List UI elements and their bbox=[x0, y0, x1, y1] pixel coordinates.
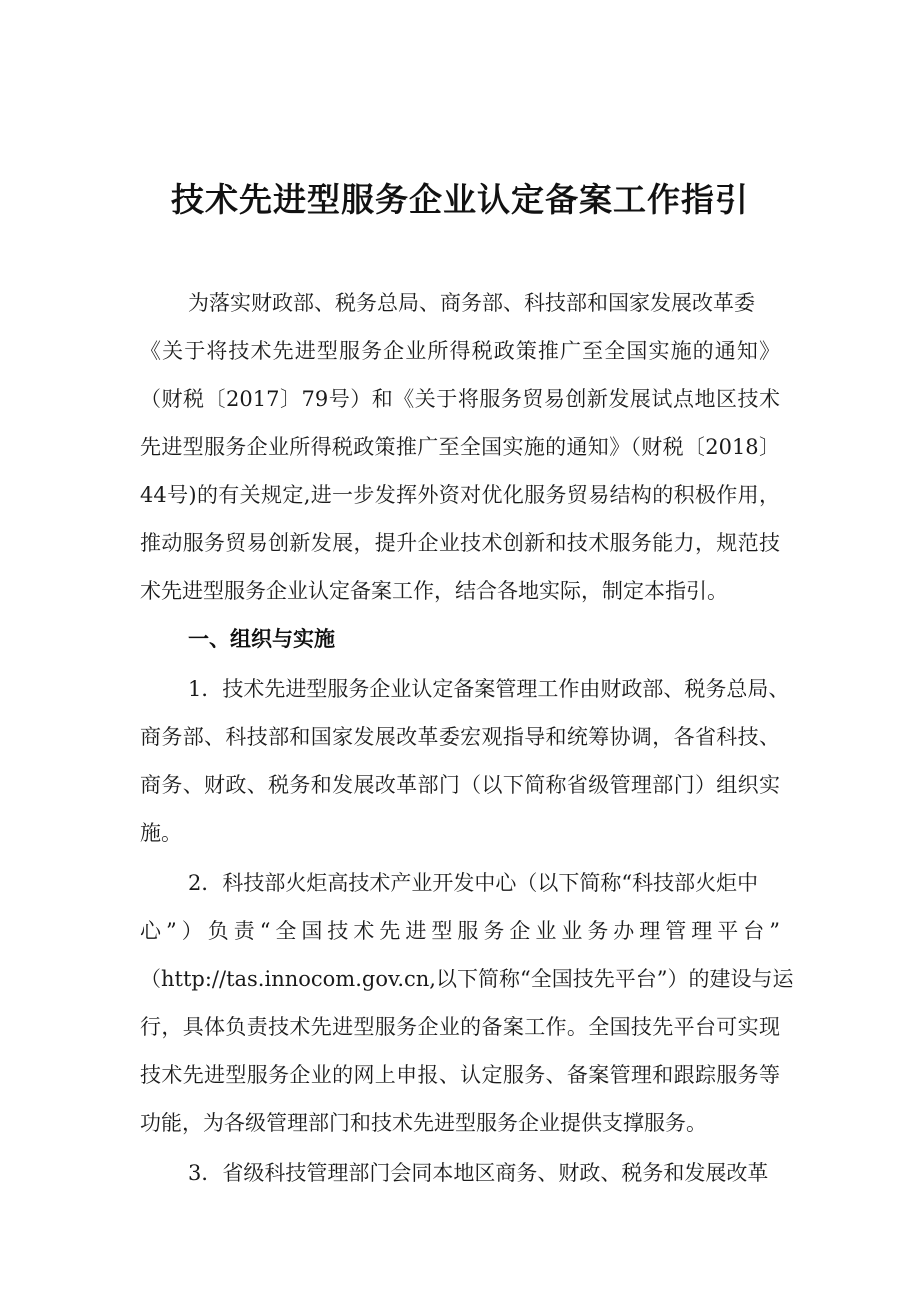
paragraph-line: 《关于将技术先进型服务企业所得税政策推广至全国实施的通知》 bbox=[140, 339, 780, 363]
paragraph-line: 术先进型服务企业认定备案工作，结合各地实际，制定本指引。 bbox=[140, 579, 728, 603]
paragraph-line: 先进型服务企业所得税政策推广至全国实施的通知》（财税〔2018〕 bbox=[140, 435, 780, 459]
paragraph-line: 商务部、科技部和国家发展改革委宏观指导和统筹协调，各省科技、 bbox=[140, 725, 780, 749]
paragraph-line: 心”）负责“全国技术先进型服务企业业务办理管理平台” bbox=[140, 919, 780, 943]
paragraph-line: 2．科技部火炬高技术产业开发中心（以下简称“科技部火炬中 bbox=[188, 871, 759, 895]
paragraph-line: （http://tas.innocom.gov.cn,以下简称“全国技先平台”）的建设与运 bbox=[140, 967, 794, 991]
paragraph-line: 技术先进型服务企业的网上申报、认定服务、备案管理和跟踪服务等 bbox=[140, 1063, 780, 1087]
paragraph-line: 为落实财政部、税务总局、商务部、科技部和国家发展改革委 bbox=[188, 291, 755, 315]
paragraph-line: 施。 bbox=[140, 821, 182, 845]
paragraph-line: 推动服务贸易创新发展，提升企业技术创新和技术服务能力，规范技 bbox=[140, 531, 780, 555]
paragraph-line: 1．技术先进型服务企业认定备案管理工作由财政部、税务总局、 bbox=[188, 677, 790, 701]
paragraph-line: 44号)的有关规定,进一步发挥外资对优化服务贸易结构的积极作用， bbox=[140, 483, 780, 507]
paragraph-line: 功能，为各级管理部门和技术先进型服务企业提供支撑服务。 bbox=[140, 1111, 707, 1135]
paragraph-line: 商务、财政、税务和发展改革部门（以下简称省级管理部门）组织实 bbox=[140, 773, 780, 797]
paragraph-line: 3．省级科技管理部门会同本地区商务、财政、税务和发展改革 bbox=[188, 1161, 769, 1185]
section-heading: 一、组织与实施 bbox=[188, 627, 335, 651]
paragraph-line: 行，具体负责技术先进型服务企业的备案工作。全国技先平台可实现 bbox=[140, 1015, 780, 1039]
paragraph-line: （财税〔2017〕79号）和《关于将服务贸易创新发展试点地区技术 bbox=[140, 387, 780, 411]
document-title: 技术先进型服务企业认定备案工作指引 bbox=[171, 180, 749, 219]
